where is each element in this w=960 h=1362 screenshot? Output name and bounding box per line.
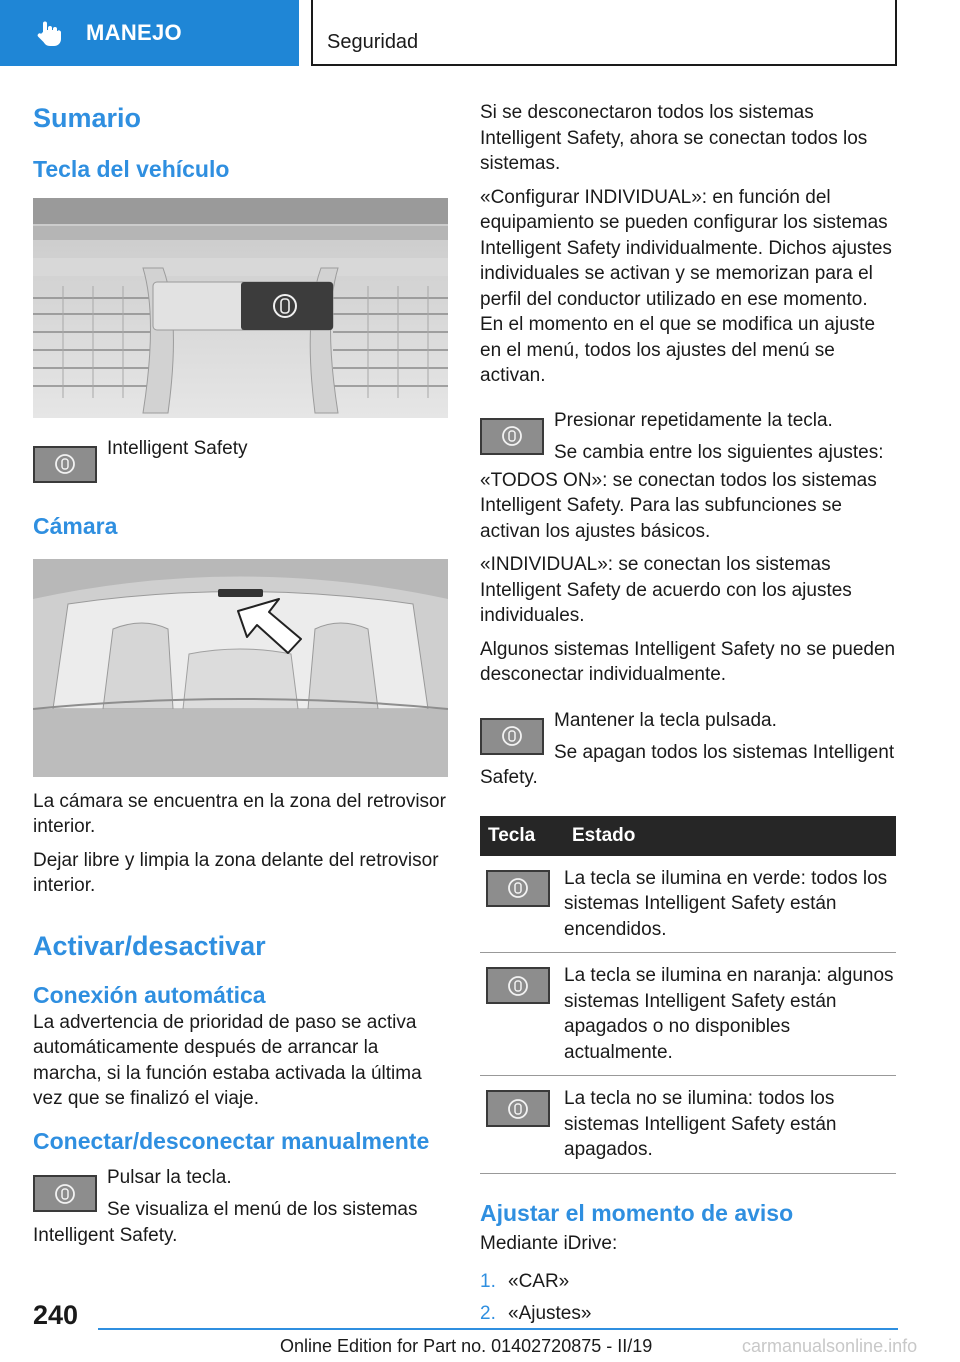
table-row xyxy=(480,1076,896,1174)
table-row xyxy=(480,856,896,953)
list-item: 2. «Ajustes» xyxy=(480,1302,592,1324)
camara-paragraph-2: Dejar libre y limpia la zona delante del retrovisor interior. xyxy=(33,849,439,897)
key-label: Intelligent Safety xyxy=(107,437,248,459)
footer-rule xyxy=(98,1328,898,1330)
conexion-paragraph: La advertencia de prioridad de paso se activa automáticamente después de arrancar la marcha, si la función estaba activada la última vez que se finalizó el viaje. xyxy=(33,1011,422,1110)
individual-paragraph: «INDIVIDUAL»: se conectan los sistemas Intelligent Safety de acuerdo con los ajustes individuales. xyxy=(480,554,852,626)
camara-paragraph-1: La cámara se encuentra en la zona del retrovisor interior. xyxy=(33,790,446,838)
state-green: La tecla se ilumina en verde: todos los sistemas Intelligent Safety están encendidos. xyxy=(564,856,896,953)
manual-step-2: Se visualiza el menú de los sistemas Intelligent Safety. xyxy=(33,1199,418,1246)
algunos-paragraph: Algunos sistemas Intelligent Safety no se pueden desconectar individualmente. xyxy=(480,638,896,685)
page-number: 240 xyxy=(33,1300,79,1330)
manual-step-1: Pulsar la tecla. xyxy=(107,1167,232,1189)
heading-tecla-vehiculo: Tecla del vehículo xyxy=(33,156,230,183)
intelligent-safety-key-icon xyxy=(480,418,544,455)
table-row xyxy=(480,953,896,1076)
right-column xyxy=(480,100,896,1333)
key-description xyxy=(33,436,448,488)
table-header-estado: Estado xyxy=(564,816,896,856)
todos-on-paragraph: «TODOS ON»: se conectan todos los sistemas Intelligent Safety. Para las subfunciones se activan los ajustes básicos. xyxy=(480,469,877,542)
heading-activar: Activar/desactivar xyxy=(33,930,266,961)
right-paragraph-1: Si se desconectaron todos los sistemas Intelligent Safety, ahora se conectan todos los sistemas. xyxy=(480,102,868,174)
key-state-table xyxy=(480,816,896,1174)
manual-step xyxy=(33,1165,448,1260)
left-column xyxy=(33,100,448,1260)
mediante-text: Mediante iDrive: xyxy=(480,1233,618,1255)
heading-conexion: Conexión automática xyxy=(33,981,266,1008)
footer-edition: Online Edition for Part no. 01402720875 - II/19 xyxy=(280,1336,653,1356)
hold-step xyxy=(480,708,896,788)
heading-camara: Cámara xyxy=(33,512,118,539)
dashboard-button-photo xyxy=(33,198,448,418)
intelligent-safety-key-icon xyxy=(33,446,97,483)
key-orange-icon xyxy=(486,967,550,1004)
state-orange: La tecla se ilumina en naranja: algunos sistemas Intelligent Safety están apagados o no disponibles actualmente. xyxy=(564,953,896,1076)
interior-camera-photo xyxy=(33,559,448,777)
heading-sumario: Sumario xyxy=(33,103,142,133)
press-step xyxy=(480,408,896,468)
table-header-tecla: Tecla xyxy=(480,816,564,856)
chapter-title: Seguridad xyxy=(327,31,419,53)
heading-ajustar: Ajustar el momento de aviso xyxy=(480,1199,794,1226)
hold-step-2: Se apagan todos los sistemas Intelligent Safety. xyxy=(480,741,895,788)
hold-step-1: Mantener la tecla pulsada. xyxy=(554,709,777,731)
press-step-2: Se cambia entre los siguientes ajustes: xyxy=(554,441,884,463)
chapter-header xyxy=(311,0,897,66)
heading-manual: Conectar/desconectar manualmente xyxy=(33,1127,430,1154)
idrive-steps xyxy=(480,1269,896,1326)
list-item: 1. «CAR» xyxy=(480,1270,570,1292)
key-green-icon xyxy=(486,870,550,907)
right-paragraph-2: «Configurar INDIVIDUAL»: en función del equipamiento se pueden configurar los sistemas Intelligent Safety individualmente. Dichos ajustes individuales se activan y se memorizan para el perfil del conductor utilizado en ese momento. En el momento en el que se modifica un ajuste en el menú, todos los ajustes del menú se activan. xyxy=(480,186,892,386)
press-step-1: Presionar repetidamente la tecla. xyxy=(554,409,833,431)
section-tab xyxy=(0,0,299,66)
watermark: carmanualsonline.info xyxy=(742,1336,918,1356)
section-title: MANEJO xyxy=(86,20,182,45)
key-off-icon xyxy=(486,1090,550,1127)
hand-pointer-icon xyxy=(34,18,64,48)
state-off: La tecla no se ilumina: todos los sistemas Intelligent Safety están apagados. xyxy=(564,1076,896,1174)
